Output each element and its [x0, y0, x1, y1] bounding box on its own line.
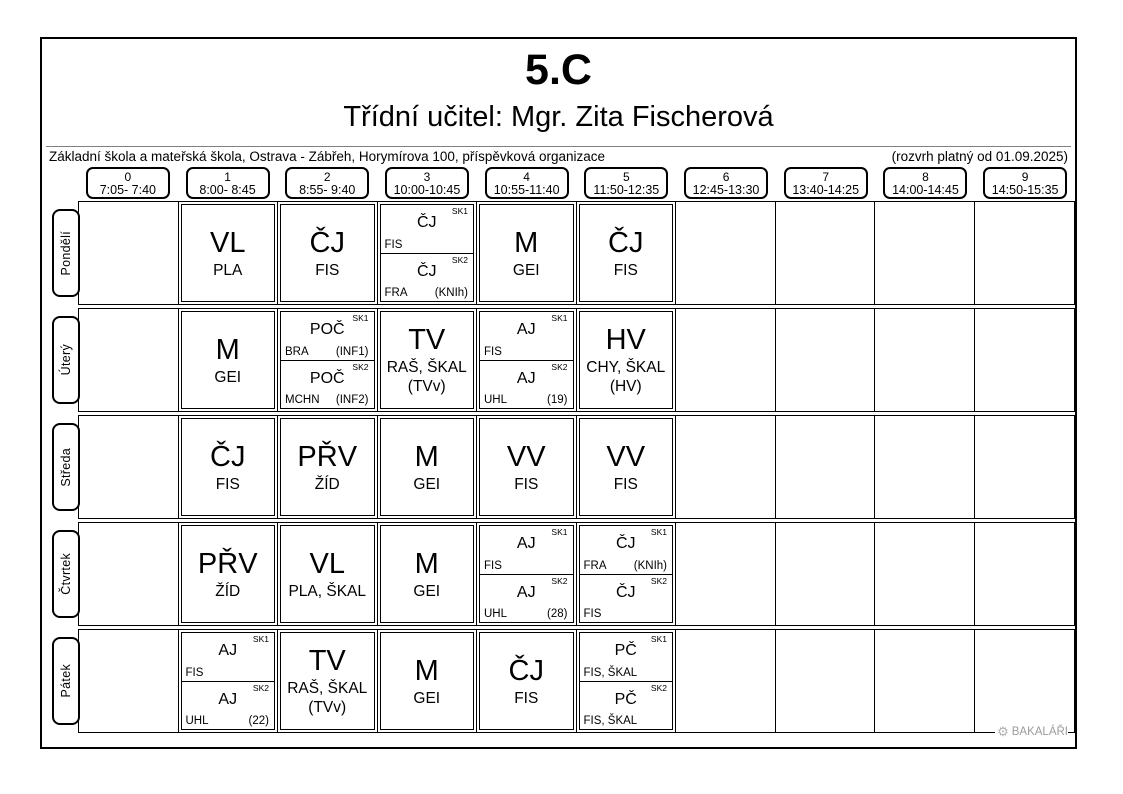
- group-tag: SK1: [650, 634, 667, 644]
- lesson-cell-thu-1: [179, 523, 279, 625]
- lesson-subject: M: [414, 654, 439, 687]
- lesson-split: [181, 632, 276, 730]
- lesson-subject: AJ: [516, 321, 536, 338]
- lesson-teacher: FRA: [583, 559, 607, 572]
- bakalari-logo-text: BAKALÁŘI: [1011, 726, 1068, 738]
- lesson-teacher: GEI: [214, 368, 242, 386]
- lesson-teacher: FIS: [315, 261, 340, 279]
- lesson-teacher: FIS: [613, 475, 638, 493]
- empty-cell: [79, 416, 179, 518]
- period-number: 6: [722, 170, 730, 184]
- lesson-cell-fri-5: [577, 630, 677, 732]
- lesson-cell-tue-5: [577, 309, 677, 411]
- lesson: [479, 632, 574, 730]
- lesson-teacher: FIS: [514, 475, 539, 493]
- empty-cell: [875, 523, 975, 625]
- lesson-teacher: FRA: [384, 287, 408, 299]
- lesson-room: (19): [547, 394, 568, 406]
- empty-cell: [776, 630, 876, 732]
- lesson-teacher: FIS: [514, 689, 539, 707]
- period-number: 7: [822, 170, 830, 184]
- period-time: 14:50-15:35: [991, 183, 1059, 197]
- day-row-tuesday: [42, 308, 1075, 412]
- group-tag: SK2: [451, 254, 468, 265]
- lesson-subject: VV: [606, 440, 646, 473]
- day-label: Středa: [59, 447, 73, 487]
- lesson-teacher: GEI: [413, 582, 441, 600]
- period-time: 10:00-10:45: [393, 183, 461, 197]
- lesson-cell-fri-3: [378, 630, 478, 732]
- lesson-subject: ČJ: [615, 535, 636, 552]
- day-label: Pátek: [59, 664, 73, 698]
- group-half-sk2: [580, 681, 673, 730]
- lesson-subject: VL: [309, 547, 345, 580]
- group-half-sk1: [281, 312, 374, 360]
- lesson-teacher: FIS, ŠKAL: [583, 666, 638, 679]
- lesson-subject: AJ: [516, 369, 536, 387]
- period-tab-6: [684, 167, 768, 199]
- period-time: 12:45-13:30: [692, 183, 760, 197]
- day-row-monday: [42, 201, 1075, 305]
- lesson-cell-wed-4: [477, 416, 577, 518]
- lesson-split: [380, 204, 475, 302]
- row-grid-monday: [78, 201, 1075, 305]
- day-col: [42, 201, 78, 305]
- lesson-cell-fri-1: [179, 630, 279, 732]
- group-tag: SK2: [352, 361, 369, 372]
- group-tag: SK1: [451, 206, 468, 216]
- empty-cell: [875, 416, 975, 518]
- group-tag: SK1: [650, 527, 667, 537]
- lesson-subject: PŘV: [297, 440, 358, 473]
- period-header-grid: [78, 167, 1075, 198]
- day-tab-monday: [52, 209, 80, 297]
- lesson-teacher: FIS, ŠKAL: [583, 715, 638, 727]
- period-time: 8:55- 9:40: [299, 183, 356, 197]
- group-half-sk2: [580, 574, 673, 623]
- row-grid-tuesday: [78, 308, 1075, 412]
- group-tag: SK1: [551, 313, 568, 323]
- empty-cell: [776, 523, 876, 625]
- lesson: [380, 311, 475, 409]
- lesson-cell-wed-1: [179, 416, 279, 518]
- group-tag: SK2: [551, 361, 568, 372]
- lesson-teacher: ŽÍD: [215, 582, 241, 600]
- lesson-subject: PČ: [614, 642, 637, 659]
- row-grid-thursday: [78, 522, 1075, 626]
- gear-icon: ⚙: [997, 724, 1009, 739]
- period-tab-3: [385, 167, 469, 199]
- timetable-sheet: [40, 37, 1077, 749]
- lesson-teacher: UHL: [185, 715, 209, 727]
- lesson-cell-tue-3: [378, 309, 478, 411]
- period-tab-5: [584, 167, 668, 199]
- group-tag: SK1: [252, 634, 269, 644]
- lesson-room: (TVv): [407, 378, 446, 395]
- lesson-teacher: UHL: [484, 394, 508, 406]
- lesson-subject: ČJ: [508, 654, 544, 687]
- lesson-subject: VV: [506, 440, 546, 473]
- lesson-split: [579, 525, 674, 623]
- group-half-sk1: [182, 633, 275, 681]
- lesson-room: (INF1): [335, 345, 369, 358]
- empty-cell: [776, 202, 876, 304]
- group-tag: SK2: [650, 575, 667, 586]
- day-tab-wednesday: [52, 423, 80, 511]
- lesson-subject: POČ: [309, 369, 345, 387]
- empty-cell: [975, 309, 1075, 411]
- lesson: [579, 311, 674, 409]
- lesson-teacher: FIS: [484, 345, 502, 358]
- empty-cell: [975, 630, 1075, 732]
- period-time: 8:00- 8:45: [199, 183, 256, 197]
- info-bar: [46, 146, 1071, 164]
- day-tab-thursday: [52, 530, 80, 618]
- lesson-subject: M: [215, 333, 240, 366]
- lesson-subject: TV: [408, 324, 446, 356]
- group-tag: SK2: [650, 682, 667, 693]
- lesson-subject: M: [414, 440, 439, 473]
- lesson-teacher: FIS: [613, 261, 638, 279]
- lesson: [280, 418, 375, 516]
- lesson: [380, 525, 475, 623]
- period-number: 5: [622, 170, 630, 184]
- lesson-room: (22): [248, 715, 269, 727]
- lesson-cell-mon-4: [477, 202, 577, 304]
- empty-cell: [79, 202, 179, 304]
- lesson-teacher: FIS: [215, 475, 240, 493]
- lesson-subject: HV: [605, 324, 646, 356]
- lesson-cell-thu-3: [378, 523, 478, 625]
- empty-cell: [676, 202, 776, 304]
- lesson: [479, 204, 574, 302]
- lesson-teacher: FIS: [384, 238, 403, 251]
- period-time: 14:00-14:45: [892, 183, 959, 197]
- lesson-subject: M: [514, 226, 539, 259]
- lesson: [579, 204, 674, 302]
- lesson-subject: ČJ: [416, 262, 437, 280]
- lesson-teacher: GEI: [413, 689, 441, 707]
- lesson: [280, 632, 375, 730]
- lesson-subject: AJ: [516, 535, 536, 552]
- period-time: 11:50-12:35: [593, 183, 660, 197]
- empty-cell: [79, 309, 179, 411]
- period-tab-1: [186, 167, 270, 199]
- empty-cell: [776, 416, 876, 518]
- lesson-teacher: CHY, ŠKAL: [586, 359, 666, 376]
- lesson-subject: AJ: [516, 583, 536, 601]
- period-tab-9: [983, 167, 1067, 199]
- lesson-cell-fri-2: [278, 630, 378, 732]
- day-tab-friday: [52, 637, 80, 725]
- lesson-teacher: ŽÍD: [314, 475, 340, 493]
- empty-cell: [975, 416, 1075, 518]
- lesson: [280, 525, 375, 623]
- lesson: [479, 418, 574, 516]
- period-number: 9: [1021, 170, 1029, 184]
- lesson-room: (INF2): [335, 394, 369, 406]
- lesson-subject: PŘV: [197, 547, 258, 580]
- lesson: [181, 525, 276, 623]
- lesson-teacher: RAŠ, ŠKAL: [287, 680, 368, 697]
- empty-cell: [975, 523, 1075, 625]
- lesson: [181, 311, 276, 409]
- lesson: [280, 204, 375, 302]
- group-tag: SK1: [551, 527, 568, 537]
- lesson-room: (KNIh): [434, 287, 468, 299]
- day-tab-tuesday: [52, 316, 80, 404]
- period-header-spacer: [42, 167, 78, 198]
- group-half-sk1: [480, 312, 573, 360]
- group-half-sk2: [281, 360, 374, 409]
- group-half-sk2: [480, 360, 573, 409]
- period-tab-8: [883, 167, 967, 199]
- lesson-split: [479, 311, 574, 409]
- lesson-room: (TVv): [308, 699, 347, 716]
- lesson-teacher: FIS: [185, 666, 204, 679]
- valid-from-note: (rozvrh platný od 01.09.2025): [891, 149, 1068, 164]
- lesson-cell-wed-2: [278, 416, 378, 518]
- period-tab-4: [485, 167, 569, 199]
- group-half-sk1: [580, 633, 673, 681]
- day-label: Úterý: [59, 344, 73, 376]
- empty-cell: [975, 202, 1075, 304]
- page-title: 5.C: [525, 46, 592, 94]
- lesson-subject: ČJ: [309, 226, 345, 259]
- group-half-sk1: [580, 526, 673, 574]
- period-tab-0: [86, 167, 170, 199]
- day-row-thursday: [42, 522, 1075, 626]
- lesson-teacher: PLA: [213, 261, 243, 279]
- day-label: Pondělí: [59, 230, 73, 276]
- period-number: 8: [922, 170, 929, 184]
- lesson-teacher: BRA: [285, 345, 309, 358]
- lesson-cell-fri-4: [477, 630, 577, 732]
- lesson-subject: ČJ: [416, 214, 437, 231]
- lesson-cell-thu-4: [477, 523, 577, 625]
- group-tag: SK2: [551, 575, 568, 586]
- lesson-cell-mon-5: [577, 202, 677, 304]
- empty-cell: [875, 630, 975, 732]
- school-name: Základní škola a mateřská škola, Ostrava - Zábřeh, Horymírova 100, příspěvková organizace: [49, 149, 605, 164]
- lesson-room: (28): [547, 608, 568, 620]
- lesson-subject: ČJ: [608, 226, 644, 259]
- lesson-teacher: RAŠ, ŠKAL: [386, 359, 467, 376]
- bakalari-logo: [995, 726, 1068, 738]
- period-header: [42, 167, 1075, 198]
- period-tab-7: [784, 167, 868, 199]
- lesson-cell-mon-2: [278, 202, 378, 304]
- row-grid-friday: [78, 629, 1075, 733]
- group-tag: SK1: [352, 313, 369, 323]
- group-tag: SK2: [252, 682, 269, 693]
- group-half-sk2: [381, 253, 474, 302]
- period-number: 1: [224, 170, 231, 184]
- period-time: 10:55-11:40: [493, 183, 560, 197]
- day-col: [42, 415, 78, 519]
- lesson-subject: PČ: [614, 690, 637, 708]
- lesson-subject: POČ: [309, 321, 345, 338]
- group-half-sk2: [480, 574, 573, 623]
- day-label: Čtvrtek: [59, 553, 73, 595]
- lesson-split: [479, 525, 574, 623]
- lesson-subject: ČJ: [210, 440, 246, 473]
- empty-cell: [776, 309, 876, 411]
- period-number: 3: [423, 170, 431, 184]
- day-col: [42, 522, 78, 626]
- lesson-subject: AJ: [218, 642, 238, 659]
- lesson: [380, 418, 475, 516]
- period-time: 13:40-14:25: [792, 183, 860, 197]
- empty-cell: [676, 523, 776, 625]
- period-number: 0: [124, 170, 132, 184]
- lesson-teacher: FIS: [484, 559, 502, 572]
- lesson-teacher: GEI: [512, 261, 540, 279]
- day-row-wednesday: [42, 415, 1075, 519]
- lesson: [380, 632, 475, 730]
- lesson-cell-wed-5: [577, 416, 677, 518]
- lesson: [181, 204, 276, 302]
- lesson-teacher: PLA, ŠKAL: [288, 582, 367, 600]
- group-half-sk1: [381, 205, 474, 253]
- empty-cell: [676, 309, 776, 411]
- lesson-cell-thu-5: [577, 523, 677, 625]
- lesson-subject: TV: [308, 645, 346, 677]
- empty-cell: [676, 630, 776, 732]
- lesson-cell-tue-4: [477, 309, 577, 411]
- lesson-split: [280, 311, 375, 409]
- day-col: [42, 629, 78, 733]
- row-grid-wednesday: [78, 415, 1075, 519]
- lesson: [181, 418, 276, 516]
- period-number: 4: [523, 170, 530, 184]
- lesson-room: (KNIh): [633, 559, 667, 572]
- lesson-cell-mon-3: [378, 202, 478, 304]
- lesson-teacher: UHL: [484, 608, 508, 620]
- lesson-subject: ČJ: [615, 583, 636, 601]
- empty-cell: [875, 309, 975, 411]
- day-col: [42, 308, 78, 412]
- lesson-subject: M: [414, 547, 439, 580]
- lesson-cell-tue-2: [278, 309, 378, 411]
- period-tab-2: [285, 167, 369, 199]
- lesson-teacher: FIS: [583, 608, 602, 620]
- empty-cell: [79, 523, 179, 625]
- group-half-sk2: [182, 681, 275, 730]
- lesson-cell-wed-3: [378, 416, 478, 518]
- period-time: 7:05- 7:40: [99, 183, 156, 197]
- lesson-split: [579, 632, 674, 730]
- empty-cell: [79, 630, 179, 732]
- lesson-cell-tue-1: [179, 309, 279, 411]
- lesson-cell-mon-1: [179, 202, 279, 304]
- lesson-teacher: GEI: [413, 475, 441, 493]
- lesson-teacher: MCHN: [285, 394, 320, 406]
- lesson-cell-thu-2: [278, 523, 378, 625]
- lesson: [579, 418, 674, 516]
- class-teacher-subtitle: Třídní učitel: Mgr. Zita Fischerová: [343, 101, 774, 133]
- period-number: 2: [323, 170, 331, 184]
- lesson-subject: VL: [210, 226, 246, 259]
- day-row-friday: [42, 629, 1075, 733]
- empty-cell: [875, 202, 975, 304]
- lesson-room: (HV): [609, 378, 642, 395]
- lesson-subject: AJ: [218, 690, 238, 708]
- group-half-sk1: [480, 526, 573, 574]
- empty-cell: [676, 416, 776, 518]
